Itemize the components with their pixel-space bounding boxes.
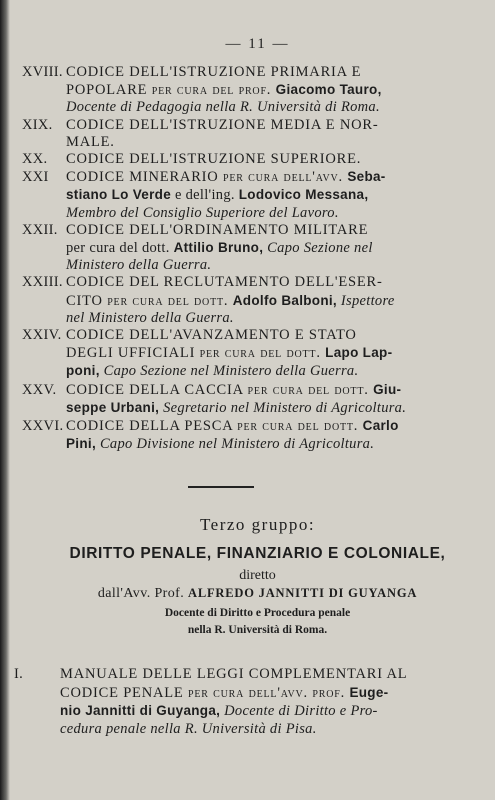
author-role: Docente di Pedagogia nella R. Università di Roma. [66,99,380,116]
item-number: XIX. [22,116,53,133]
directed-label: diretto [239,568,276,583]
page-number: — 11 — [225,36,290,52]
item-text: DEGLI UFFICIALI per cura del dott. [66,345,326,362]
author-role: Ministero della Guerra. [66,257,212,274]
director-prefix: dall'Avv. Prof. [97,586,189,601]
author-name: Lodovico Messana, [238,187,369,203]
item-text: CODICE PENALE per cura dell'avv. prof. [60,684,350,701]
author-name: stiano Lo Verde [66,187,172,203]
author-role: Docente di Diritto e Pro- [220,703,378,720]
list-item [14,666,434,738]
item-text: CITO per cura del dott. [66,292,233,309]
author-name: seppe Urbani, [66,399,160,415]
author-name: Carlo [362,418,399,434]
list-item [22,168,432,222]
item-title: MANUALE DELLE LEGGI COMPLEMENTARI AL [60,666,408,682]
author-name: Adolfo Balboni, [232,292,337,308]
director-affiliation-cont: nella R. Università di Roma. [187,624,328,636]
author-name: poni, [66,363,100,379]
author-name: Pini, [66,436,97,452]
author-role: nel Ministero della Guerra. [66,309,234,326]
page-edge-shadow [0,0,10,800]
author-role: Capo Sezione nel [263,240,373,257]
item-title: CODICE DELLA CACCIA per cura del dott. [66,381,374,398]
author-role: Ispettore [336,292,395,309]
author-role: cedura penale nella R. Università di Pisa. [60,720,317,737]
list-item [22,327,432,381]
author-role: Capo Divisione nel Ministero di Agricoltura. [96,436,375,453]
author-name: Seba- [347,169,386,185]
author-role: Segretario nel Ministero di Agricoltura. [159,399,407,416]
item-title: CODICE DELL'ISTRUZIONE SUPERIORE. [66,151,362,168]
list-item [22,117,432,151]
director-line [0,586,495,602]
list-item [22,151,432,168]
item-number: XXVI. [22,418,64,435]
author-name: Attilio Bruno, [173,240,264,256]
item-number: XXII. [22,221,58,238]
item-title: CODICE MINERARIO per cura dell'avv. [66,169,348,186]
author-name: Lapo Lap- [325,345,393,361]
director-affiliation: Docente di Diritto e Procedura penale [164,607,351,619]
author-name: nio Jannitti di Guyanga, [60,703,221,719]
author-role: Capo Sezione nel Ministero della Guerra. [99,363,359,380]
item-number: XVIII. [22,64,63,80]
list-item [22,222,432,275]
author-name: Euge- [349,684,389,700]
section-divider [188,486,254,488]
author-name: Giacomo Tauro, [275,82,382,98]
list-item [22,274,432,327]
item-text: POPOLARE per cura del prof. [66,82,276,99]
author-role: Membro del Consiglio Superiore del Lavoro. [66,204,339,221]
item-title: CODICE DELL'ISTRUZIONE PRIMARIA E [66,64,362,80]
item-title: CODICE DELL'ISTRUZIONE MEDIA E NOR- [66,116,379,133]
code-list [22,64,432,453]
item-title: CODICE DELLA PESCA per cura del dott. [66,418,363,435]
item-title-cont: MALE. [66,133,115,150]
item-title: CODICE DELL'ORDINAMENTO MILITARE [66,221,369,238]
item-title: CODICE DELL'AVANZAMENTO E STATO [66,327,357,344]
author-name: Giu- [373,381,402,397]
list-item [22,417,432,453]
group-heading: Terzo gruppo: [199,515,316,534]
item-title: CODICE DEL RECLUTAMENTO DELL'ESER- [66,274,383,291]
item-number: XX. [22,151,48,168]
item-number: XXI [22,169,49,186]
item-text: e dell'ing. [171,187,239,204]
group-title: DIRITTO PENALE, FINANZIARIO E COLONIALE, [69,545,446,562]
item-number: XXIV. [22,327,62,344]
item-text: per cura del dott. [66,240,174,257]
item-number: I. [14,666,24,682]
list-item [22,64,432,117]
item-number: XXV. [22,381,57,398]
item-number: XXIII. [22,274,63,291]
director-name: ALFREDO JANNITTI DI GUYANGA [188,586,418,600]
list-item [22,381,432,417]
